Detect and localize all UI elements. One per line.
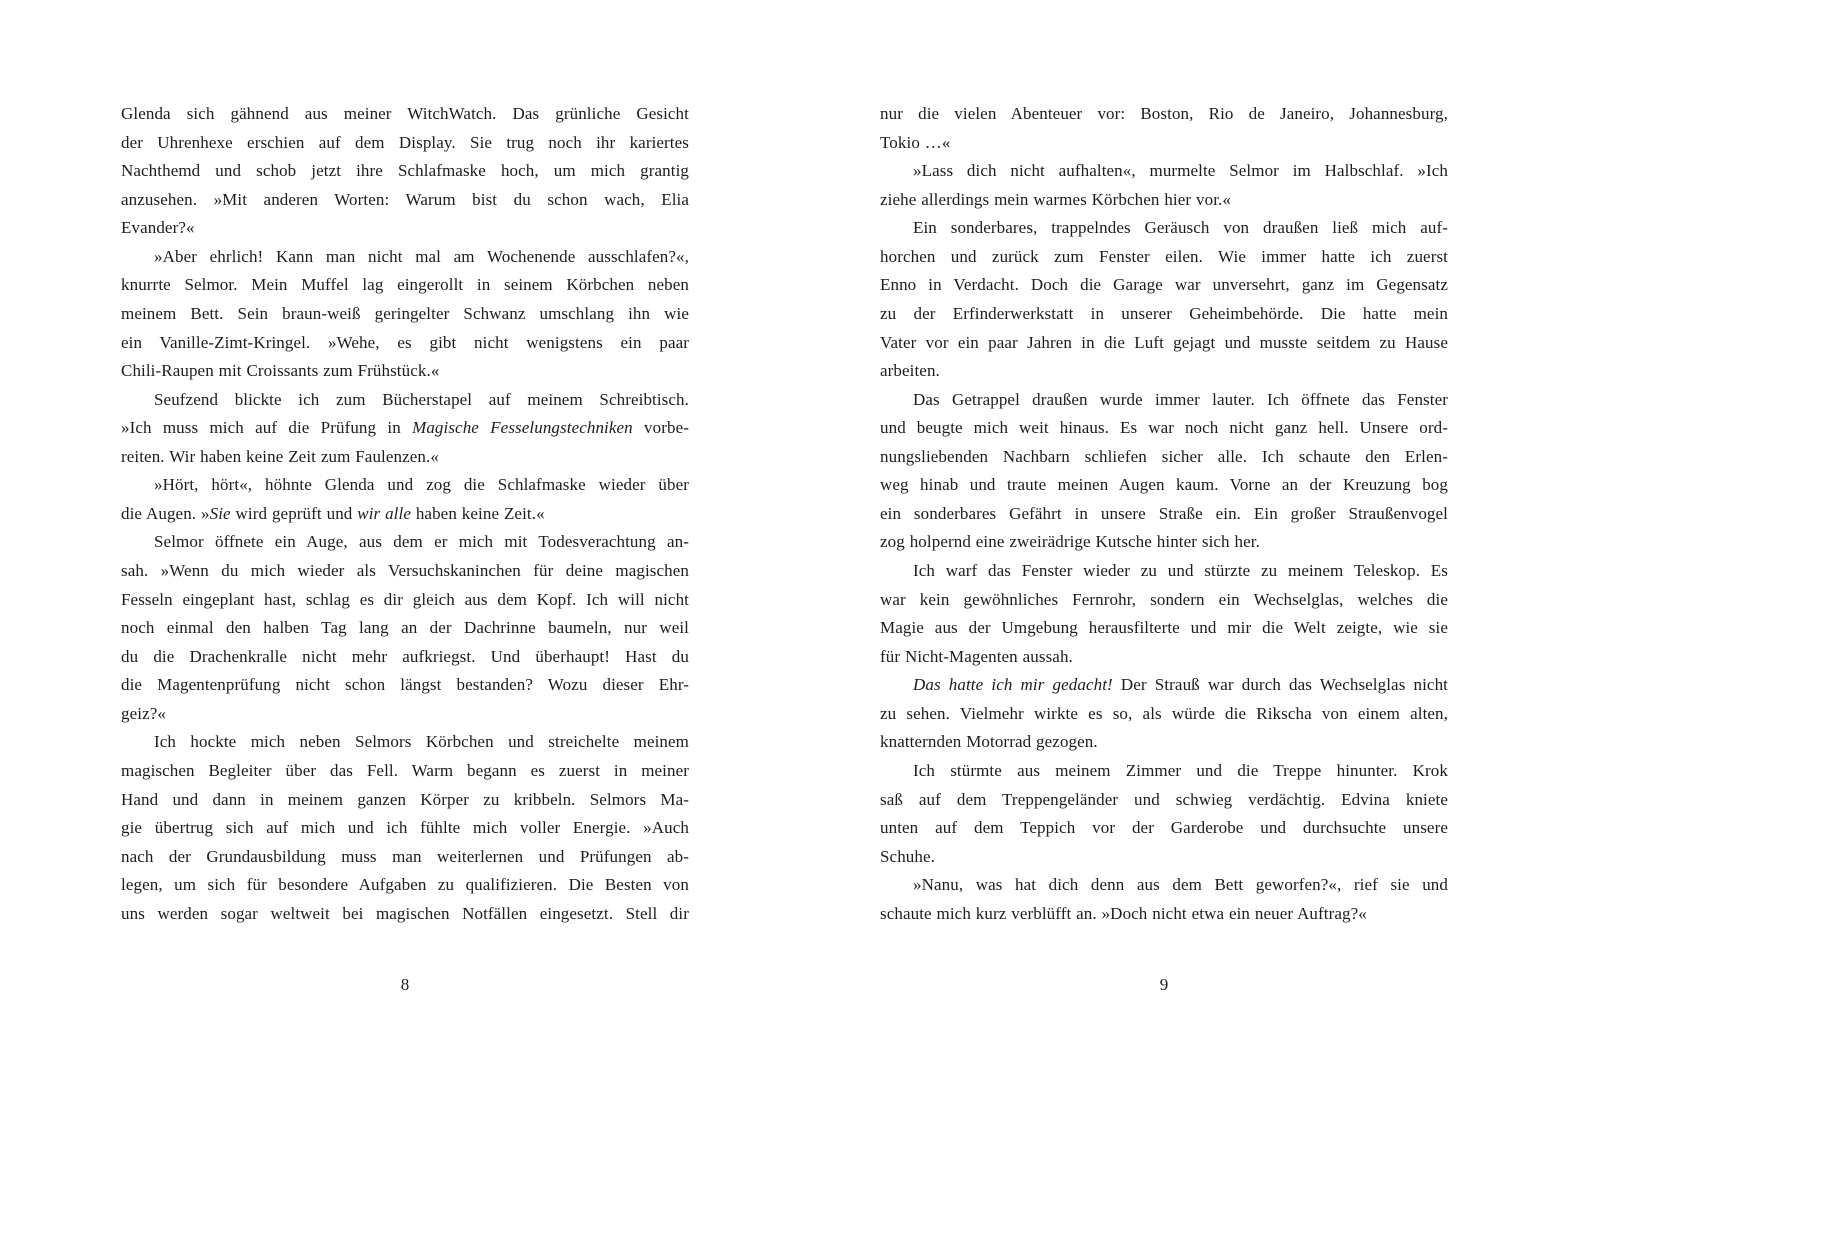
body-text: und beugte mich weit hinaus. Es war noch nicht ganz hell. Unsere ord- xyxy=(880,418,1448,438)
text-line xyxy=(121,900,689,929)
body-text: gie übertrug sich auf mich und ich fühlte mich voller Energie. »Auch xyxy=(121,818,689,838)
text-line xyxy=(880,129,1448,158)
body-text: nur die vielen Abenteuer vor: Boston, Rio de Janeiro, Johannesburg, xyxy=(880,104,1448,123)
paragraph xyxy=(121,471,689,528)
text-line xyxy=(121,214,689,243)
body-text: geiz?« xyxy=(121,703,166,723)
body-text: »Nanu, was hat dich denn aus dem Bett geworfen?«, rief sie und xyxy=(913,875,1448,895)
body-text: Ich stürmte aus meinem Zimmer und die Treppe hinunter. Krok xyxy=(913,760,1448,780)
body-text: Schuhe. xyxy=(880,846,935,866)
text-line xyxy=(880,100,1448,129)
paragraph xyxy=(880,671,1448,757)
text-line xyxy=(880,643,1448,672)
text-line xyxy=(121,414,689,443)
body-text: ziehe allerdings mein warmes Körbchen hier vor.« xyxy=(880,189,1231,209)
body-text: ein Vanille-Zimt-Kringel. »Wehe, es gibt nicht wenigstens ein paar xyxy=(121,332,689,352)
italic-text: Sie xyxy=(209,503,231,523)
text-line xyxy=(121,271,689,300)
body-text: zu der Erfinderwerkstatt in unserer Geheimbehörde. Die hatte mein xyxy=(880,303,1448,323)
text-line xyxy=(121,243,689,272)
text-line xyxy=(880,357,1448,386)
italic-text: wir alle xyxy=(357,503,411,523)
text-line xyxy=(880,186,1448,215)
text-line xyxy=(121,643,689,672)
paragraph xyxy=(121,528,689,728)
body-text: Tokio …« xyxy=(880,132,951,152)
paragraph xyxy=(121,100,689,243)
text-line xyxy=(880,443,1448,472)
text-line xyxy=(121,814,689,843)
paragraph xyxy=(880,157,1448,214)
body-text: der Uhrenhexe erschien auf dem Display. Sie trug noch ihr kariertes xyxy=(121,132,689,152)
text-line xyxy=(880,728,1448,757)
body-text: sah. »Wenn du mich wieder als Versuchskaninchen für deine magischen xyxy=(121,561,689,580)
text-line xyxy=(880,814,1448,843)
body-text: uns werden sogar weltweit bei magischen Notfällen eingesetzt. Stell dir xyxy=(121,903,689,923)
body-text: legen, um sich für besondere Aufgaben zu qualifizieren. Die Besten von xyxy=(121,875,689,895)
text-line xyxy=(880,757,1448,786)
body-text: knurrte Selmor. Mein Muffel lag eingerollt in seinem Körbchen neben xyxy=(121,275,689,295)
page-right-text xyxy=(880,100,1448,928)
text-line xyxy=(880,528,1448,557)
text-line xyxy=(121,614,689,643)
page-left-text xyxy=(121,100,689,928)
body-text: anzusehen. »Mit anderen Worten: Warum bist du schon wach, Elia xyxy=(121,189,689,209)
text-line xyxy=(121,471,689,500)
body-text: Fesseln eingeplant hast, schlag es dir gleich aus dem Kopf. Ich will nicht xyxy=(121,589,689,609)
paragraph xyxy=(880,100,1448,157)
body-text: saß auf dem Treppengeländer und schwieg verdächtig. Edvina kniete xyxy=(880,789,1448,809)
text-line xyxy=(121,100,689,129)
text-line xyxy=(880,214,1448,243)
text-line xyxy=(121,300,689,329)
body-text: horchen und zurück zum Fenster eilen. Wie immer hatte ich zuerst xyxy=(880,246,1448,266)
text-line xyxy=(880,243,1448,272)
body-text: magischen Begleiter über das Fell. Warm begann es zuerst in meiner xyxy=(121,760,689,780)
body-text: nungsliebenden Nachbarn schliefen sicher alle. Ich schaute den Erlen- xyxy=(880,446,1448,466)
paragraph xyxy=(121,728,689,928)
paragraph xyxy=(880,757,1448,871)
body-text: Ich warf das Fenster wieder zu und stürzte zu meinem Teleskop. Es xyxy=(913,561,1448,580)
paragraph xyxy=(880,557,1448,671)
body-text: unten auf dem Teppich vor der Garderobe und durchsuchte unsere xyxy=(880,818,1448,838)
text-line xyxy=(880,557,1448,586)
body-text: du die Drachenkralle nicht mehr aufkriegst. Und überhaupt! Hast du xyxy=(121,646,689,666)
book-page-left xyxy=(121,0,689,1240)
body-text: die Magentenprüfung nicht schon längst bestanden? Wozu dieser Ehr- xyxy=(121,675,689,695)
text-line xyxy=(880,614,1448,643)
text-line xyxy=(880,900,1448,929)
body-text: Chili-Raupen mit Croissants zum Frühstück.« xyxy=(121,361,440,381)
text-line xyxy=(880,871,1448,900)
italic-text: Das hatte ich mir gedacht! xyxy=(913,675,1113,695)
body-text: Vater vor ein paar Jahren in die Luft gejagt und musste seitdem zu Hause xyxy=(880,332,1448,352)
body-text: Hand und dann in meinem ganzen Körper zu kribbeln. Selmors Ma- xyxy=(121,789,689,809)
body-text: noch einmal den halben Tag lang an der Dachrinne baumeln, nur weil xyxy=(121,618,689,638)
paragraph xyxy=(880,386,1448,557)
body-text: Der Strauß war durch das Wechselglas nicht xyxy=(1112,675,1448,695)
body-text: ein sonderbares Gefährt in unsere Straße ein. Ein großer Straußenvogel xyxy=(880,503,1448,523)
page-number-left: 8 xyxy=(400,975,410,994)
body-text: Ich hockte mich neben Selmors Körbchen und streichelte meinem xyxy=(154,732,689,752)
body-text: vorbe- xyxy=(632,418,689,438)
body-text: haben keine Zeit.« xyxy=(410,503,545,523)
text-line xyxy=(880,586,1448,615)
body-text: meinem Bett. Sein braun-weiß geringelter Schwanz umschlang ihn wie xyxy=(121,303,689,323)
body-text: nach der Grundausbildung muss man weiterlernen und Prüfungen ab- xyxy=(121,846,689,866)
body-text: Nachthemd und schob jetzt ihre Schlafmaske hoch, um mich grantig xyxy=(121,161,689,181)
text-line xyxy=(880,843,1448,872)
text-line xyxy=(880,500,1448,529)
paragraph xyxy=(121,243,689,386)
text-line xyxy=(121,386,689,415)
italic-text: Magische Fesselungstechniken xyxy=(412,418,633,438)
text-line xyxy=(121,586,689,615)
text-line xyxy=(121,157,689,186)
body-text: weg hinab und traute meinen Augen kaum. Vorne an der Kreuzung bog xyxy=(880,475,1448,495)
body-text: wird geprüft und xyxy=(230,503,358,523)
text-line xyxy=(880,700,1448,729)
text-line xyxy=(880,300,1448,329)
text-line xyxy=(121,871,689,900)
body-text: Magie aus der Umgebung herausfilterte und mir die Welt zeigte, wie sie xyxy=(880,618,1448,638)
body-text: Selmor öffnete ein Auge, aus dem er mich mit Todesverachtung an- xyxy=(154,532,689,552)
body-text: Evander?« xyxy=(121,218,195,238)
text-line xyxy=(121,757,689,786)
text-line xyxy=(880,329,1448,358)
text-line xyxy=(880,386,1448,415)
text-line xyxy=(121,786,689,815)
text-line xyxy=(880,471,1448,500)
text-line xyxy=(880,157,1448,186)
body-text: »Ich muss mich auf die Prüfung in xyxy=(121,418,413,438)
book-page-right xyxy=(880,0,1448,1240)
body-text: Seufzend blickte ich zum Bücherstapel auf meinem Schreibtisch. xyxy=(154,389,689,409)
body-text: Glenda sich gähnend aus meiner WitchWatch. Das grünliche Gesicht xyxy=(121,104,689,123)
paragraph xyxy=(121,386,689,472)
text-line xyxy=(121,728,689,757)
body-text: war kein gewöhnliches Fernrohr, sondern ein Wechselglas, welches die xyxy=(880,589,1448,609)
text-line xyxy=(121,843,689,872)
text-line xyxy=(880,786,1448,815)
text-line xyxy=(880,414,1448,443)
text-line xyxy=(121,186,689,215)
text-line xyxy=(121,671,689,700)
text-line xyxy=(121,557,689,586)
text-line xyxy=(121,129,689,158)
body-text: »Lass dich nicht aufhalten«, murmelte Selmor im Halbschlaf. »Ich xyxy=(913,161,1448,181)
text-line xyxy=(121,329,689,358)
body-text: reiten. Wir haben keine Zeit zum Faulenzen.« xyxy=(121,446,439,466)
body-text: zog holpernd eine zweirädrige Kutsche hinter sich her. xyxy=(880,532,1260,552)
body-text: knatternden Motorrad gezogen. xyxy=(880,732,1098,752)
body-text: »Aber ehrlich! Kann man nicht mal am Wochenende ausschlafen?«, xyxy=(154,246,689,266)
body-text: schaute mich kurz verblüfft an. »Doch nicht etwa ein neuer Auftrag?« xyxy=(880,903,1367,923)
page-number-right: 9 xyxy=(1159,975,1169,994)
text-line xyxy=(121,357,689,386)
body-text: die Augen. » xyxy=(121,503,210,523)
body-text: Das Getrappel draußen wurde immer lauter. Ich öffnete das Fenster xyxy=(913,389,1448,409)
body-text: arbeiten. xyxy=(880,361,940,381)
body-text: »Hört, hört«, höhnte Glenda und zog die Schlafmaske wieder über xyxy=(154,475,689,495)
text-line xyxy=(880,271,1448,300)
paragraph xyxy=(880,214,1448,385)
text-line xyxy=(121,700,689,729)
body-text: Enno in Verdacht. Doch die Garage war unversehrt, ganz im Gegensatz xyxy=(880,275,1448,295)
text-line xyxy=(880,671,1448,700)
body-text: Ein sonderbares, trappelndes Geräusch von draußen ließ mich auf- xyxy=(913,218,1448,238)
body-text: zu sehen. Vielmehr wirkte es so, als würde die Rikscha von einem alten, xyxy=(880,703,1448,723)
text-line xyxy=(121,528,689,557)
body-text: für Nicht-Magenten aussah. xyxy=(880,646,1073,666)
text-line xyxy=(121,443,689,472)
text-line xyxy=(121,500,689,529)
paragraph xyxy=(880,871,1448,928)
